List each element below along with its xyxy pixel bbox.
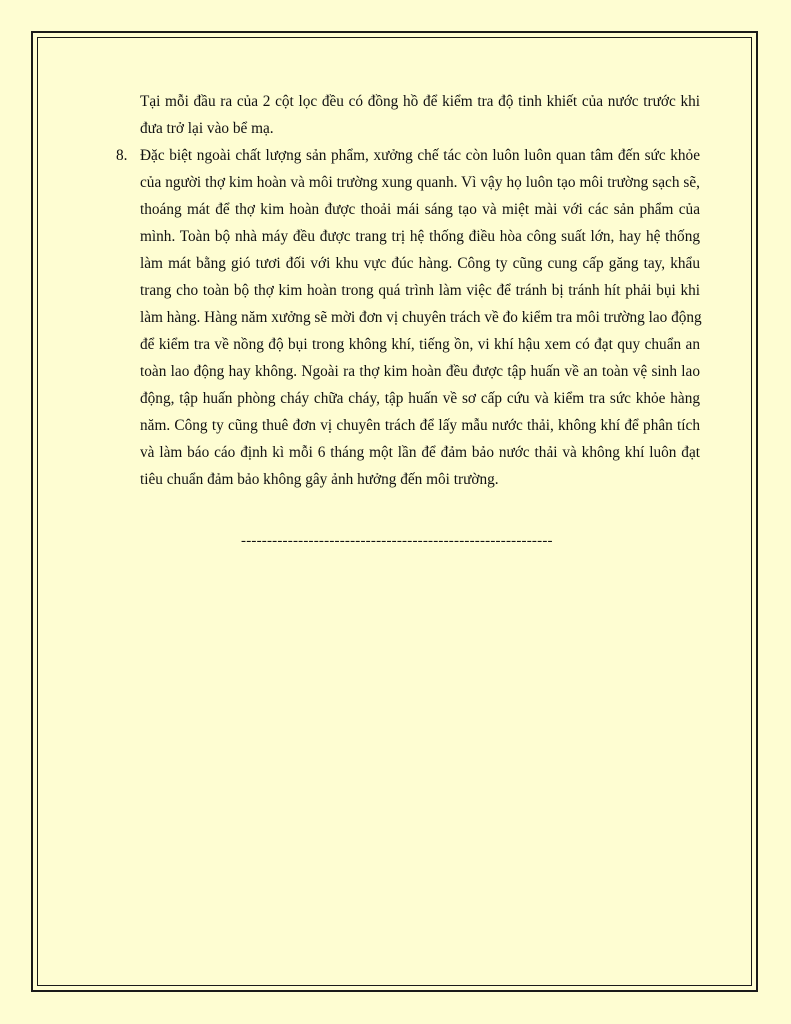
section-divider: ------------------------------------------------------------	[241, 533, 553, 549]
item-8-line-7: làm hàng. Hàng năm xưởng sẽ mời đơn vị chuyên trách về đo kiểm tra môi trường lao động	[140, 309, 702, 326]
intro-line-2: đưa trở lại vào bể mạ.	[140, 120, 274, 137]
item-8-line-1: Đặc biệt ngoài chất lượng sản phẩm, xưởng chế tác còn luôn luôn quan tâm đến sức khỏe	[140, 147, 700, 164]
item-8-line-8: để kiểm tra về nồng độ bụi trong không khí, tiếng ồn, vi khí hậu xem có đạt quy chuẩn an	[140, 336, 700, 353]
item-8-line-4: mình. Toàn bộ nhà máy đều được trang trị hệ thống điều hòa công suất lớn, hay hệ thống	[140, 228, 700, 245]
item-8-line-2: của người thợ kim hoàn và môi trường xung quanh. Vì vậy họ luôn tạo môi trường sạch sẽ,	[140, 174, 700, 191]
item-8-line-3: thoáng mát để thợ kim hoàn được thoải mái sáng tạo và miệt mài với các sản phẩm của	[140, 201, 700, 218]
item-8-line-12: và làm báo cáo định kì mỗi 6 tháng một lần để đảm bảo nước thải và không khí luôn đạt	[140, 444, 700, 461]
intro-line-1: Tại mỗi đầu ra của 2 cột lọc đều có đồng hồ để kiểm tra độ tinh khiết của nước trước khi	[140, 93, 700, 110]
item-8-line-11: năm. Công ty cũng thuê đơn vị chuyên trách để lấy mẫu nước thải, không khí để phân tích	[140, 417, 700, 434]
item-8-line-6: trang cho toàn bộ thợ kim hoàn trong quá trình làm việc để tránh bị tránh hít phải bụi khi	[140, 282, 700, 299]
list-item-number: 8.	[116, 147, 128, 164]
item-8-line-13: tiêu chuẩn đảm bảo không gây ảnh hưởng đến môi trường.	[140, 471, 499, 488]
item-8-line-10: động, tập huấn phòng cháy chữa cháy, tập huấn về sơ cấp cứu và kiểm tra sức khỏe hàng	[140, 390, 700, 407]
item-8-line-9: toàn lao động hay không. Ngoài ra thợ kim hoàn đều được tập huấn về an toàn vệ sinh lao	[140, 363, 700, 380]
item-8-line-5: làm mát bằng gió tươi đối với khu vực đúc hàng. Công ty cũng cung cấp găng tay, khẩu	[140, 255, 700, 272]
